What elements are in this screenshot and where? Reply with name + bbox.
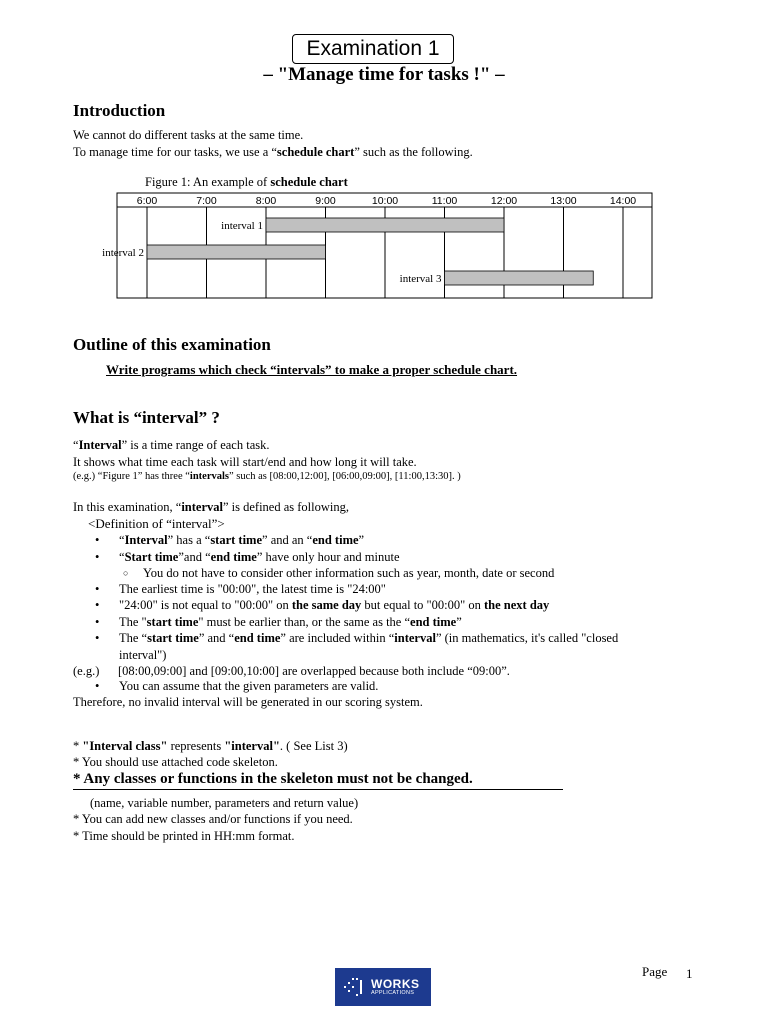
tick-label-3: 9:00 [315, 195, 336, 207]
logo-subword: APPLICATIONS [371, 990, 415, 996]
note-no-change-detail: (name, variable number, parameters and return value) [90, 796, 359, 810]
overlap-example: [08:00,09:00] and [09:00,10:00] are overlapped because both include “09:00”. [118, 664, 510, 678]
outline-task: Write programs which check “intervals” to make a proper schedule chart. [106, 362, 518, 377]
intro-heading: Introduction [73, 101, 166, 120]
note-time-format: * Time should be printed in HH:mm format. [73, 829, 295, 843]
tick-label-1: 7:00 [196, 195, 217, 207]
tick-label-0: 6:00 [136, 195, 158, 207]
schedule-chart [0, 0, 768, 310]
definition-title: <Definition of “interval”> [88, 516, 225, 531]
note-skeleton: * You should use attached code skeleton. [73, 755, 278, 769]
note-interval-class: * "Interval class" represents "interval". ( See List 3) [73, 739, 348, 753]
definition-subbullet-1: ○ You do not have to consider other information such as year, month, date or second [143, 566, 554, 581]
tick-label-8: 14:00 [609, 195, 637, 207]
tick-label-6: 12:00 [490, 195, 518, 207]
figure-caption: Figure 1: An example of schedule chart [145, 175, 348, 189]
note-no-change: * Any classes or functions in the skeleton must not be changed. [73, 771, 563, 790]
definition-bullet-5: • The "start time" must be earlier than, or the same as the “end time” [119, 615, 462, 630]
interval-label-1: interval 1 [221, 220, 263, 232]
intro-line-2: To manage time for our tasks, we use a “schedule chart” such as the following. [73, 145, 473, 159]
outline-heading: Outline of this examination [73, 335, 271, 354]
logo-word: WORKS [371, 977, 420, 991]
interval-bar-2 [147, 245, 326, 259]
what-line-2: It shows what time each task will start/end and how long it will take. [73, 455, 417, 469]
tick-label-2: 8:00 [255, 195, 277, 207]
page-label: Page [642, 964, 668, 979]
interval-label-3: interval 3 [399, 273, 442, 285]
definition-bullet-6-cont: interval") [119, 648, 167, 662]
what-example: (e.g.) “Figure 1” has three “intervals” such as [08:00,12:00], [06:00,09:00], [11:00,13:30]. ) [73, 471, 461, 482]
interval-label-2: interval 2 [102, 247, 144, 259]
definition-intro: In this examination, “interval” is defined as following, [73, 500, 349, 514]
therefore-line: Therefore, no invalid interval will be generated in our scoring system. [73, 695, 423, 709]
definition-bullet-6: • The “start time” and “end time” are included within “interval” (in mathematics, it's called "closed [119, 631, 618, 646]
what-heading: What is “interval” ? [73, 408, 220, 427]
definition-bullet-1: • “Interval” has a “start time” and an “end time” [119, 533, 364, 548]
definition-bullet-4: • "24:00" is not equal to "00:00" on the same day but equal to "00:00" on the next day [119, 598, 549, 613]
note-add-classes: * You can add new classes and/or functions if you need. [73, 812, 353, 826]
definition-bullet-3: • The earliest time is "00:00", the latest time is "24:00" [119, 582, 386, 597]
tick-label-7: 13:00 [550, 195, 577, 207]
definition-bullet-2: • “Start time”and “end time” have only hour and minute [119, 550, 400, 565]
document-title: Examination 1 [292, 34, 454, 64]
overlap-example-label: (e.g.) [73, 664, 100, 678]
definition-bullet-7: • You can assume that the given parameters are valid. [119, 679, 378, 694]
logo-dots-icon [343, 976, 367, 998]
what-line-1: “Interval” is a time range of each task. [73, 438, 270, 452]
intro-line-1: We cannot do different tasks at the same time. [73, 128, 304, 142]
works-applications-logo [335, 968, 431, 1006]
interval-bar-1 [266, 218, 504, 232]
document-subtitle: – "Manage time for tasks !" – [263, 64, 505, 85]
tick-label-5: 11:00 [431, 195, 458, 207]
tick-label-4: 10:00 [371, 195, 399, 207]
page-number: 1 [686, 966, 693, 981]
interval-bar-3 [445, 271, 594, 285]
